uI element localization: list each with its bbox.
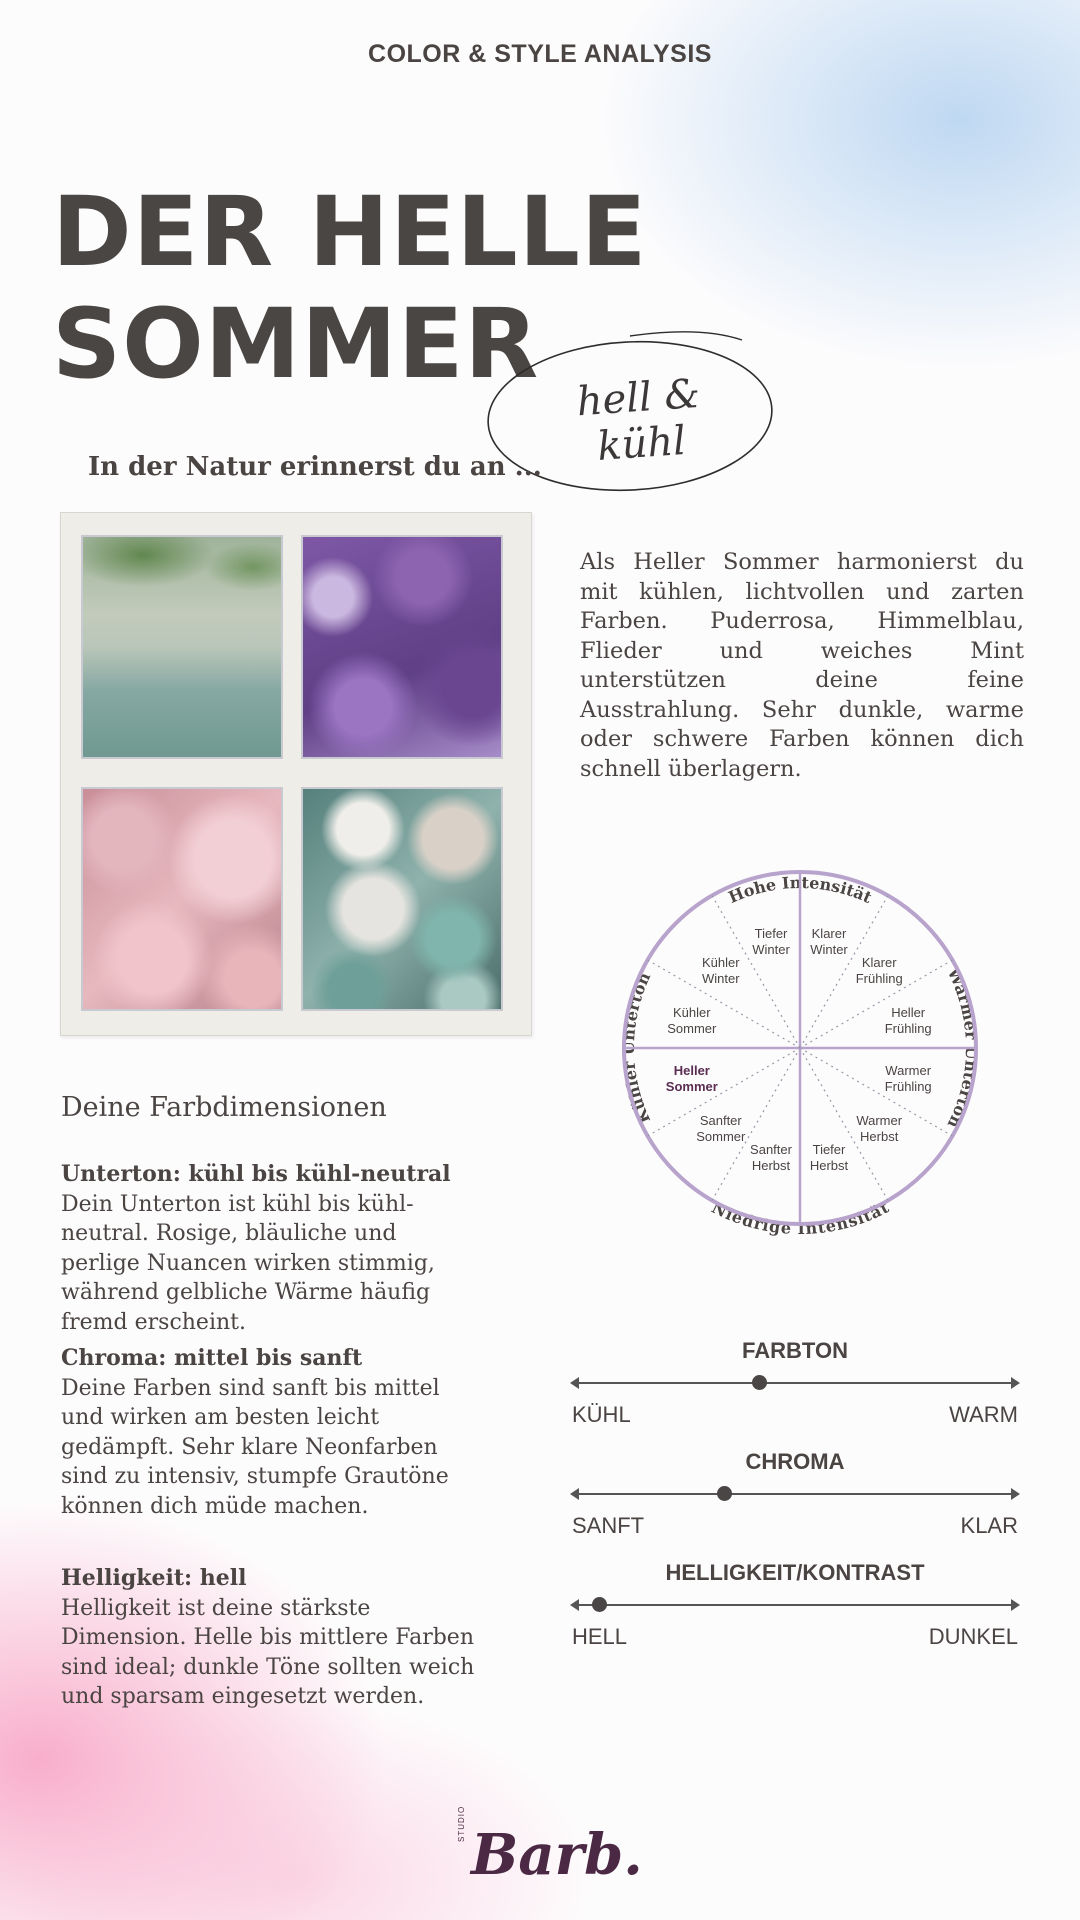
slider-left-label: KÜHL: [572, 1402, 631, 1427]
wheel-label-top: Hohe Intensität: [725, 872, 875, 908]
wheel-segment-label: Heller Frühling: [884, 1005, 932, 1037]
wisteria-image: [301, 535, 503, 759]
wheel-segment-label: Warmer Frühling: [884, 1062, 932, 1094]
slider-hue: [572, 1338, 1018, 1428]
slider-left-label: SANFT: [572, 1513, 645, 1538]
seashells-image: [301, 787, 503, 1011]
slider-track: [572, 1382, 1018, 1384]
dimension-heading: Helligkeit: hell: [61, 1565, 247, 1591]
dimension-heading: Unterton: kühl bis kühl-neutral: [61, 1161, 451, 1187]
slider-right-label: KLAR: [960, 1513, 1018, 1538]
wheel-label-right: Warmer Unterton: [943, 964, 982, 1132]
wheel-label-left: Kühler Unterton: [618, 969, 655, 1127]
slider-marker: [752, 1375, 767, 1390]
type-description: Als Heller Sommer harmonierst du mit kühlen, lichtvollen und zarten Farben. Puderrosa, Himmelblau, Flieder und weiches Mint unterstützen deine feine Ausstrahlung. Sehr dunkle, warme oder schwere Farben können dich schnell überlagern.: [580, 549, 1024, 782]
nature-heading: In der Natur erinnerst du an ...: [88, 452, 542, 482]
logo-name: Barb.: [471, 1822, 643, 1888]
studio-barb-logo: [455, 1805, 643, 1898]
tagline-text: hell & kühl: [575, 370, 702, 470]
slider-right-label: WARM: [949, 1402, 1018, 1427]
wheel-segment-label: Warmer Herbst: [856, 1113, 903, 1145]
dimension-heading: Chroma: mittel bis sanft: [61, 1345, 363, 1371]
wheel-segment-label: Sanfter Herbst: [750, 1142, 792, 1174]
slider-label: FARBTON: [742, 1338, 848, 1363]
pink-roses-image: [81, 787, 283, 1011]
season-wheel: [580, 828, 1020, 1268]
wheel-segment-label: Kühler Winter: [702, 954, 740, 986]
logo-studio-text: STUDIO: [457, 1805, 466, 1842]
dimension-chroma: [61, 1344, 481, 1521]
slider-right-label: DUNKEL: [928, 1624, 1018, 1649]
slider-label: CHROMA: [745, 1449, 845, 1474]
slider-marker: [717, 1486, 732, 1501]
dimension-text: Helligkeit ist deine stärkste Dimension. Helle bis mittlere Farben sind ideal; dunkle Töne sollten weich und sparsam eingesetzt werden.: [61, 1595, 475, 1709]
wheel-segment-label: Heller Sommer: [665, 1062, 718, 1094]
dimension-undertone: [61, 1160, 481, 1337]
slider-track: [572, 1493, 1018, 1495]
slider-label: HELLIGKEIT/KONTRAST: [665, 1560, 925, 1585]
wheel-segment-label: Sanfter Sommer: [696, 1113, 746, 1145]
page-header: COLOR & STYLE ANALYSIS: [368, 40, 712, 68]
slider-chroma: [572, 1449, 1018, 1539]
wheel-segment-label: Klarer Frühling: [855, 954, 903, 986]
dimension-text: Dein Unterton ist kühl bis kühl-neutral. Rosige, bläuliche und perlige Nuancen wirken stimmig, während gelbliche Wärme häufig fremd erscheint.: [61, 1191, 435, 1335]
wheel-segment-label: Tiefer Winter: [752, 925, 790, 957]
dimension-text: Deine Farben sind sanft bis mittel und wirken am besten leicht gedämpft. Sehr klare Neonfarben sind zu intensiv, stumpfe Grautöne können dich müde machen.: [61, 1375, 449, 1519]
slider-marker: [592, 1597, 607, 1612]
nature-collage: [60, 512, 532, 1036]
title-line-1: DER HELLE: [52, 176, 648, 288]
dimension-brightness: [61, 1564, 481, 1712]
willow-lake-image: [81, 535, 283, 759]
title-line-2: SOMMER: [52, 288, 540, 400]
dimensions-title: Deine Farbdimensionen: [61, 1092, 387, 1123]
slider-track: [572, 1604, 1018, 1606]
slider-left-label: HELL: [572, 1624, 628, 1649]
slider-brightness: [572, 1560, 1018, 1650]
wheel-segment-label: Klarer Winter: [810, 925, 848, 957]
wheel-label-bottom: Niedrige Intensität: [708, 1197, 892, 1239]
wheel-segment-label: Kühler Sommer: [667, 1005, 717, 1037]
wheel-segment-label: Tiefer Herbst: [809, 1142, 849, 1174]
